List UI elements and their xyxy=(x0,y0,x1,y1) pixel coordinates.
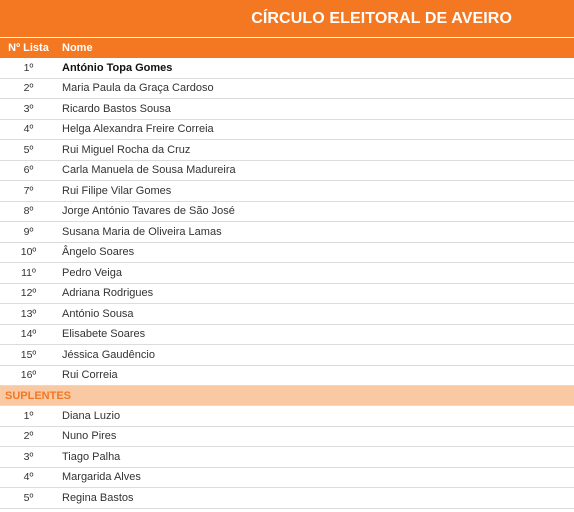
row-num: 5º xyxy=(23,491,34,504)
row-name: Ricardo Bastos Sousa xyxy=(62,102,171,115)
row-name: Elisabete Soares xyxy=(62,328,146,341)
table-row xyxy=(0,325,574,346)
row-num: 7º xyxy=(23,184,34,197)
table-row xyxy=(0,202,574,223)
header-name: Nome xyxy=(62,42,93,54)
row-num: 11º xyxy=(21,266,36,279)
row-num: 15º xyxy=(20,348,37,361)
table-row xyxy=(0,140,574,161)
title-bar xyxy=(0,0,574,37)
page-title: CÍRCULO ELEITORAL DE AVEIRO xyxy=(251,9,512,27)
substitutes-header: SUPLENTES xyxy=(0,386,574,406)
table-row xyxy=(0,99,574,120)
table-row xyxy=(0,488,574,509)
table-row xyxy=(0,120,574,141)
row-num: 16º xyxy=(20,369,37,382)
table-row xyxy=(0,468,574,489)
row-name: Margarida Alves xyxy=(62,471,141,484)
table-row xyxy=(0,447,574,468)
row-name: Maria Paula da Graça Cardoso xyxy=(62,82,214,95)
row-num: 2º xyxy=(23,430,34,443)
row-num: 4º xyxy=(23,471,34,484)
row-name: Ângelo Soares xyxy=(62,246,135,259)
table-row xyxy=(0,58,574,79)
row-num: 14º xyxy=(20,328,37,341)
row-name: Helga Alexandra Freire Correia xyxy=(62,123,214,136)
candidates-rows xyxy=(0,58,574,386)
row-name: Rui Filipe Vilar Gomes xyxy=(62,184,172,197)
row-name: António Topa Gomes xyxy=(62,61,173,74)
table-row xyxy=(0,243,574,264)
row-num: 1º xyxy=(23,409,34,422)
substitutes-rows xyxy=(0,406,574,509)
row-num: 5º xyxy=(23,143,34,156)
row-num: 6º xyxy=(23,164,34,177)
table-row xyxy=(0,263,574,284)
row-num: 8º xyxy=(23,205,34,218)
table-row xyxy=(0,222,574,243)
row-name: Adriana Rodrigues xyxy=(62,287,154,300)
row-name: Rui Miguel Rocha da Cruz xyxy=(62,143,191,156)
table-row xyxy=(0,406,574,427)
row-num: 1º xyxy=(23,61,34,74)
row-name: António Sousa xyxy=(62,307,134,320)
table-header xyxy=(0,37,574,58)
row-name: Jéssica Gaudêncio xyxy=(62,348,155,361)
row-num: 13º xyxy=(20,307,37,320)
row-name: Susana Maria de Oliveira Lamas xyxy=(62,225,222,238)
row-name: Diana Luzio xyxy=(62,409,121,422)
row-num: 12º xyxy=(20,287,37,300)
table-row xyxy=(0,427,574,448)
row-name: Rui Correia xyxy=(62,369,118,382)
row-name: Tiago Palha xyxy=(62,450,121,463)
table-row xyxy=(0,79,574,100)
row-num: 2º xyxy=(23,82,34,95)
row-num: 3º xyxy=(23,102,34,115)
row-name: Pedro Veiga xyxy=(62,266,122,279)
row-name: Regina Bastos xyxy=(62,491,134,504)
table-row xyxy=(0,345,574,366)
row-num: 10º xyxy=(20,246,37,259)
row-name: Nuno Pires xyxy=(62,430,117,443)
row-name: Jorge António Tavares de São José xyxy=(62,205,235,218)
table-row xyxy=(0,284,574,305)
row-num: 9º xyxy=(23,225,34,238)
table-row xyxy=(0,366,574,387)
row-num: 3º xyxy=(23,450,34,463)
row-name: Carla Manuela de Sousa Madureira xyxy=(62,164,236,177)
table-row xyxy=(0,304,574,325)
table-row xyxy=(0,161,574,182)
header-num: Nº Lista xyxy=(8,42,49,54)
row-num: 4º xyxy=(23,123,34,136)
table-row xyxy=(0,181,574,202)
